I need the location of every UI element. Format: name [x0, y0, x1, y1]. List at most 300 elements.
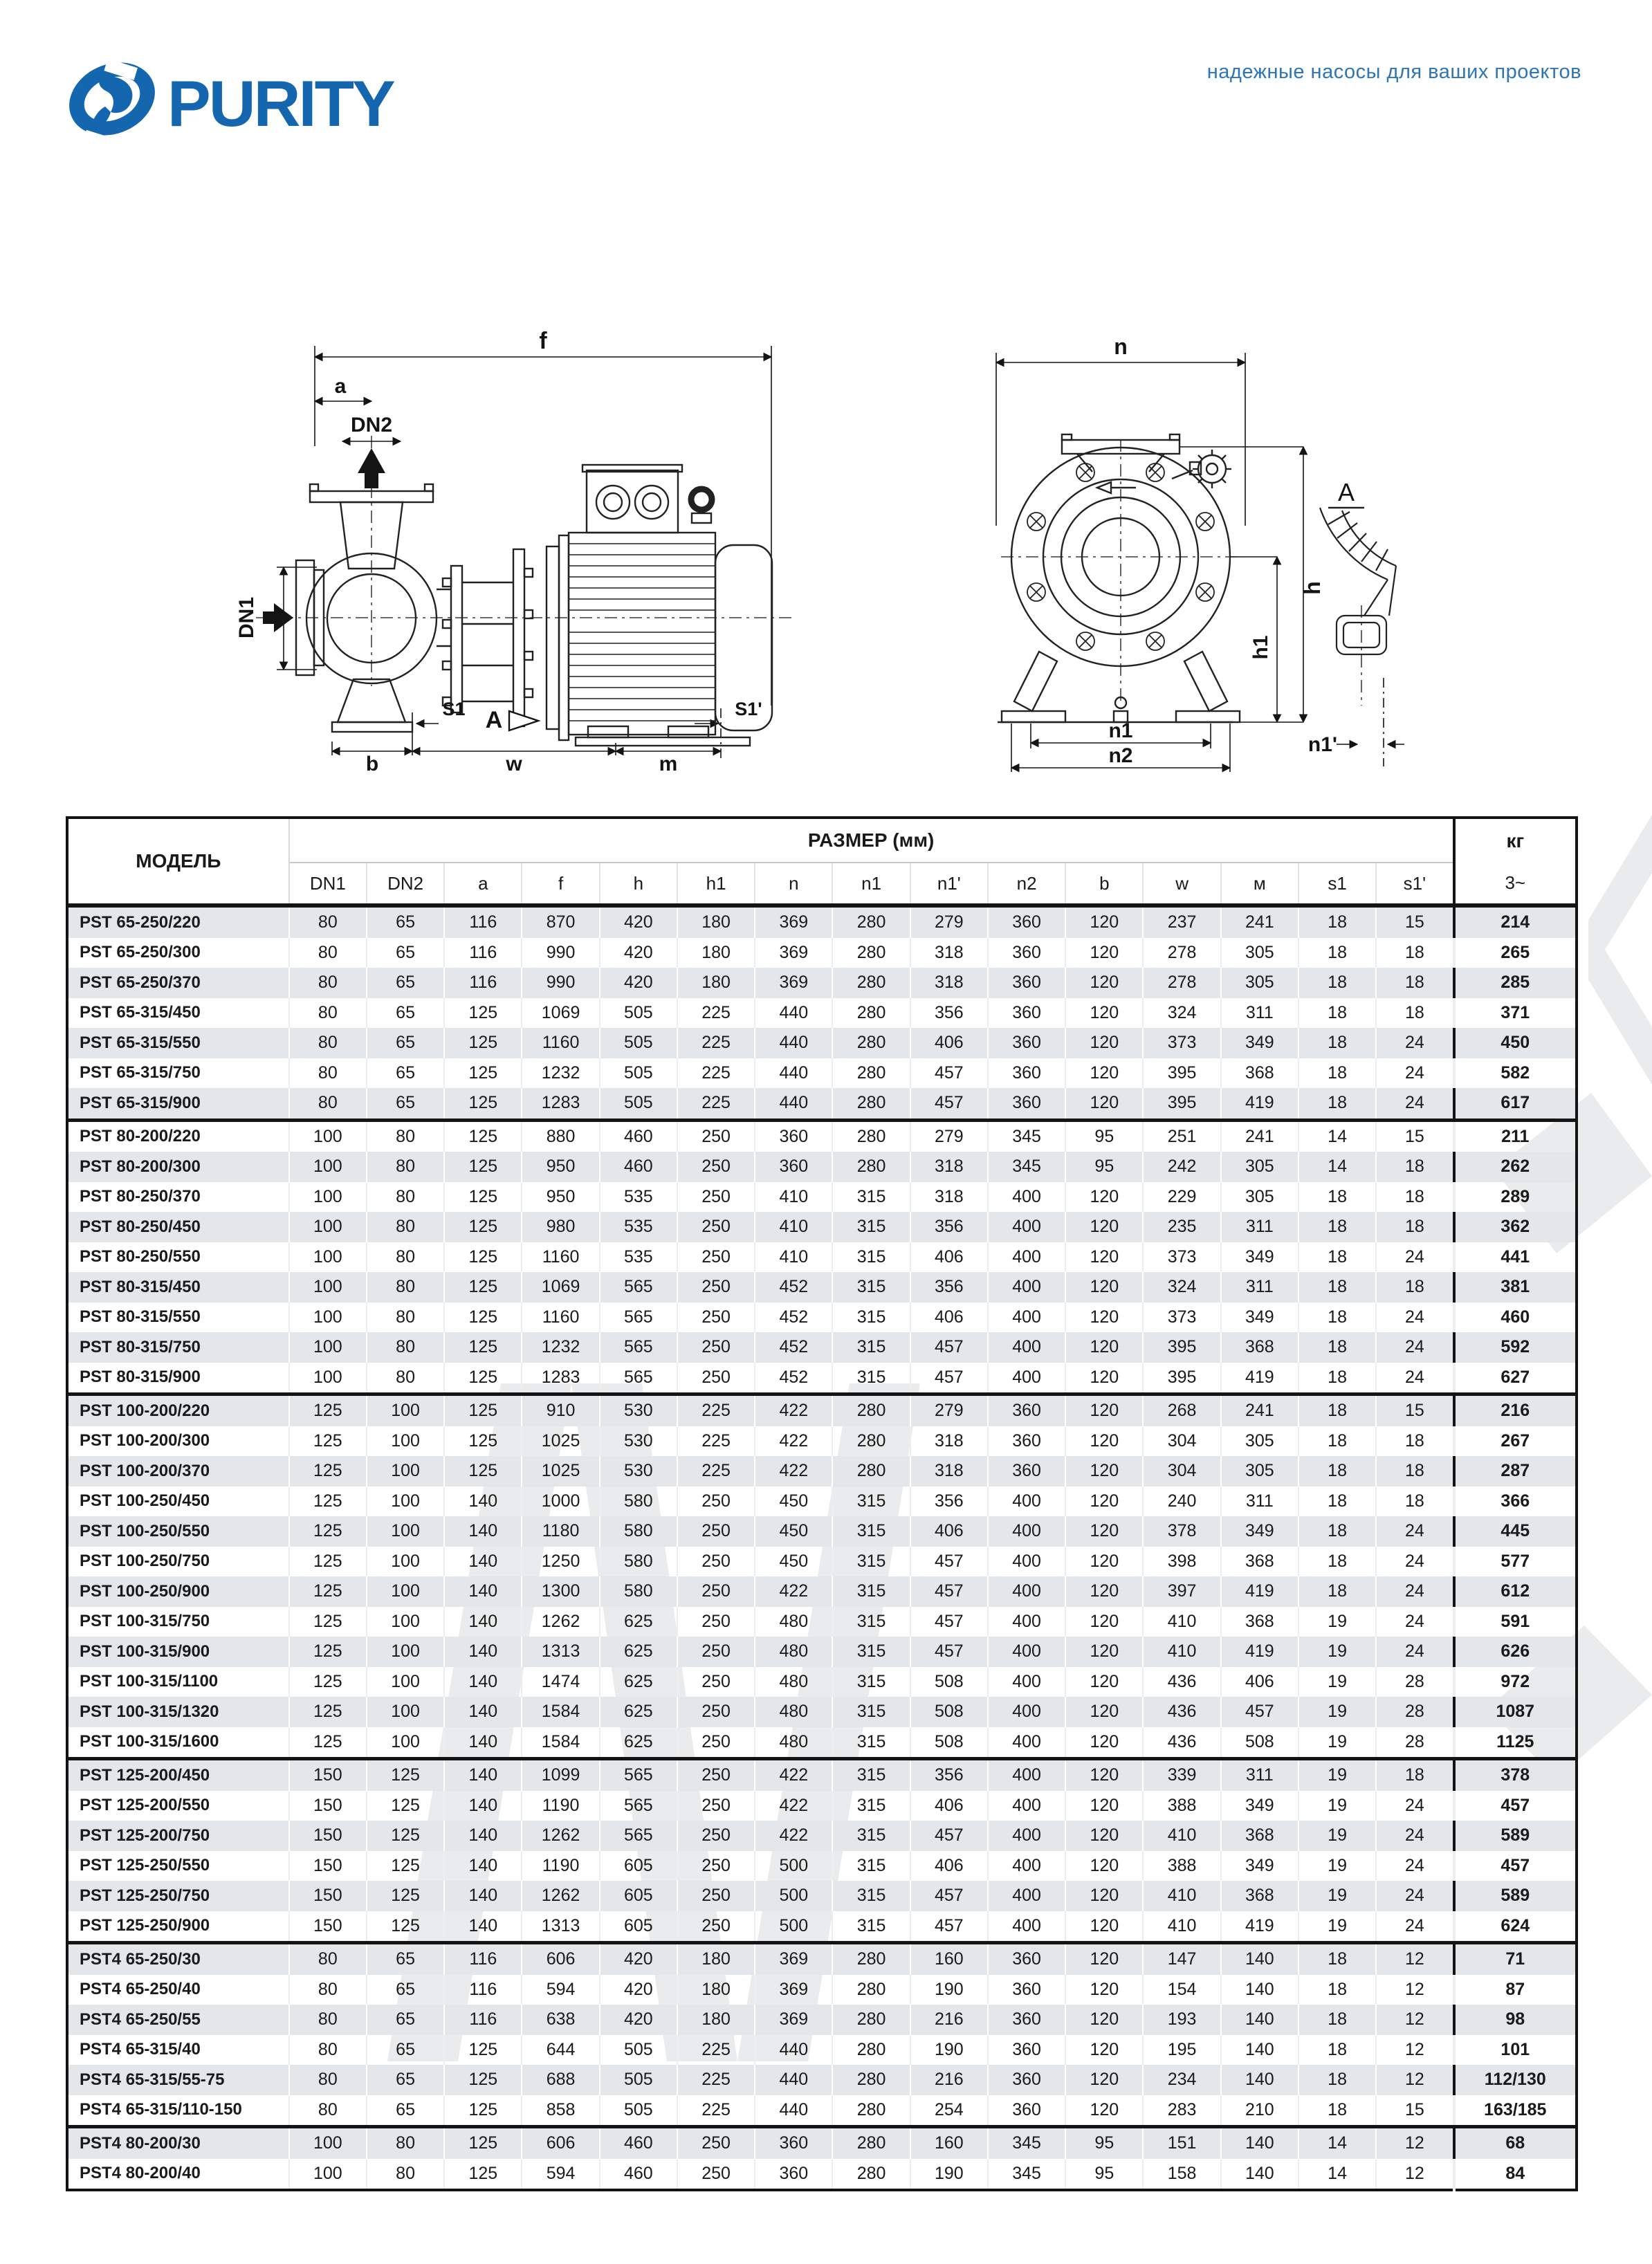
dim-cell: 305	[1221, 1152, 1298, 1182]
table-row	[67, 1395, 1577, 1426]
dim-cell: 250	[677, 1182, 755, 1213]
dim-column-header: w	[1143, 863, 1220, 905]
dim-cell: 19	[1298, 1911, 1376, 1943]
dim-cell: 100	[367, 1395, 444, 1426]
dim-cell: 225	[677, 1395, 755, 1426]
dim-cell: 369	[755, 2005, 832, 2035]
dim-cell: 12	[1376, 2159, 1453, 2191]
dim-cell: 530	[600, 1456, 677, 1487]
weight-cell: 381	[1454, 1272, 1577, 1303]
model-cell: PST4 80-200/40	[80, 2164, 201, 2183]
dim-cell: 388	[1143, 1851, 1220, 1881]
dim-cell: 250	[677, 1607, 755, 1637]
dim-cell: 100	[367, 1547, 444, 1577]
dim-cell: 250	[677, 1881, 755, 1911]
table-row	[67, 1975, 1577, 2005]
dim-cell: 1250	[522, 1547, 599, 1577]
dim-cell: 24	[1376, 1242, 1453, 1273]
dim-cell: 644	[522, 2035, 599, 2065]
dim-cell: 580	[600, 1516, 677, 1547]
dim-cell: 457	[910, 1576, 988, 1607]
dim-cell: 150	[289, 1851, 367, 1881]
dim-cell: 565	[600, 1332, 677, 1363]
model-cell: PST 65-315/550	[67, 1028, 289, 1058]
weight-cell: 289	[1454, 1182, 1577, 1213]
dim-cell: 406	[910, 1242, 988, 1273]
dim-cell: 250	[677, 1516, 755, 1547]
dim-cell: 250	[677, 1332, 755, 1363]
dim-cell: 80	[367, 1242, 444, 1273]
dim-cell: 225	[677, 1426, 755, 1457]
dim-cell: 125	[289, 1727, 367, 1759]
table-row	[67, 905, 1577, 938]
dim-cell: 229	[1143, 1182, 1220, 1213]
dim-cell: 242	[1143, 1152, 1220, 1182]
weight-cell: 624	[1454, 1911, 1577, 1943]
dim-cell: 18	[1298, 905, 1376, 938]
dim-cell: 1300	[522, 1576, 599, 1607]
pump-side-view-diagram	[201, 291, 802, 775]
weight-cell: 591	[1454, 1607, 1577, 1637]
dim-cell: 125	[367, 1821, 444, 1851]
table-row	[67, 1791, 1577, 1821]
dim-cell: 125	[444, 2127, 522, 2159]
table-row	[67, 2065, 1577, 2095]
dim-cell: 125	[444, 1426, 522, 1457]
table-row	[67, 1851, 1577, 1881]
dim-cell: 125	[289, 1456, 367, 1487]
dim-cell: 315	[832, 1182, 910, 1213]
dim-cell: 440	[755, 1028, 832, 1058]
model-cell: PST 80-200/220	[67, 1120, 289, 1152]
dim-cell: 125	[289, 1667, 367, 1697]
weight-cell: 617	[1454, 1088, 1577, 1120]
dim-cell: 100	[367, 1607, 444, 1637]
dim-cell: 125	[444, 1182, 522, 1213]
dim-cell: 18	[1376, 968, 1453, 998]
dim-cell: 400	[988, 1332, 1065, 1363]
dim-cell: 1313	[522, 1637, 599, 1667]
dim-cell: 28	[1376, 1667, 1453, 1697]
detail-label-a: A	[1337, 478, 1355, 506]
dim-cell: 95	[1065, 1120, 1143, 1152]
weight-cell: 450	[1454, 1028, 1577, 1058]
dim-cell: 360	[988, 1028, 1065, 1058]
dim-cell: 1180	[522, 1516, 599, 1547]
dim-cell: 280	[832, 1456, 910, 1487]
dim-cell: 278	[1143, 938, 1220, 968]
dim-cell: 398	[1143, 1547, 1220, 1577]
dim-cell: 280	[832, 1058, 910, 1089]
dim-cell: 125	[444, 2035, 522, 2065]
dim-cell: 120	[1065, 1791, 1143, 1821]
dim-cell: 410	[1143, 1821, 1220, 1851]
dim-cell: 388	[1143, 1791, 1220, 1821]
dim-cell: 1099	[522, 1759, 599, 1791]
dim-cell: 18	[1298, 1547, 1376, 1577]
dim-cell: 151	[1143, 2127, 1220, 2159]
table-row	[67, 1667, 1577, 1697]
dim-cell: 18	[1298, 1242, 1376, 1273]
table-row	[67, 1911, 1577, 1943]
dim-cell: 140	[444, 1851, 522, 1881]
weight-cell: 626	[1454, 1637, 1577, 1667]
dim-cell: 280	[832, 1088, 910, 1120]
dim-cell: 990	[522, 938, 599, 968]
table-row	[67, 2035, 1577, 2065]
dim-cell: 14	[1298, 2127, 1376, 2159]
dim-cell: 14	[1298, 1120, 1376, 1152]
dim-cell: 120	[1065, 1911, 1143, 1943]
weight-cell: 163/185	[1454, 2095, 1577, 2127]
dim-cell: 508	[910, 1667, 988, 1697]
dim-cell: 125	[444, 1058, 522, 1089]
dim-cell: 190	[910, 2159, 988, 2191]
dim-cell: 280	[832, 2127, 910, 2159]
dim-cell: 280	[832, 1152, 910, 1182]
table-row	[67, 1576, 1577, 1607]
dim-cell: 116	[444, 905, 522, 938]
dim-cell: 65	[367, 2035, 444, 2065]
dim-cell: 12	[1376, 2127, 1453, 2159]
dim-cell: 315	[832, 1881, 910, 1911]
dim-cell: 100	[289, 1272, 367, 1303]
dim-cell: 400	[988, 1487, 1065, 1517]
dim-cell: 605	[600, 1911, 677, 1943]
dim-cell: 125	[289, 1576, 367, 1607]
model-cell: PST 65-250/370	[67, 968, 289, 998]
dim-cell: 360	[755, 2159, 832, 2191]
dim-cell: 24	[1376, 1576, 1453, 1607]
dim-column-header: s1'	[1376, 863, 1453, 905]
dim-cell: 480	[755, 1607, 832, 1637]
dim-cell: 116	[444, 968, 522, 998]
dim-cell: 422	[755, 1576, 832, 1607]
dim-cell: 125	[444, 1272, 522, 1303]
dim-cell: 368	[1221, 1547, 1298, 1577]
dim-cell: 234	[1143, 2065, 1220, 2095]
dim-cell: 400	[988, 1697, 1065, 1727]
dim-cell: 400	[988, 1547, 1065, 1577]
table-row	[67, 2005, 1577, 2035]
table-section	[66, 816, 1578, 2191]
dim-cell: 406	[1221, 1667, 1298, 1697]
dim-cell: 530	[600, 1395, 677, 1426]
dim-cell: 280	[832, 998, 910, 1029]
dim-cell: 324	[1143, 1272, 1220, 1303]
dim-cell: 150	[289, 1791, 367, 1821]
header-row-main	[67, 818, 1577, 863]
dim-cell: 422	[755, 1426, 832, 1457]
dim-cell: 150	[289, 1759, 367, 1791]
dim-cell: 440	[755, 1058, 832, 1089]
dim-cell: 160	[910, 2127, 988, 2159]
dim-column-header: a	[444, 863, 522, 905]
dim-cell: 280	[832, 1943, 910, 1975]
table-row	[67, 1607, 1577, 1637]
dim-label-h1: h1	[1249, 635, 1272, 660]
dim-cell: 450	[755, 1547, 832, 1577]
dim-cell: 18	[1376, 1487, 1453, 1517]
dim-cell: 140	[444, 1487, 522, 1517]
dim-cell: 360	[988, 998, 1065, 1029]
dim-cell: 251	[1143, 1120, 1220, 1152]
dim-cell: 279	[910, 1120, 988, 1152]
dim-cell: 225	[677, 2035, 755, 2065]
weight-cell: 366	[1454, 1487, 1577, 1517]
dim-cell: 100	[289, 1152, 367, 1182]
brand-logo-icon	[66, 57, 172, 141]
dim-cell: 315	[832, 1242, 910, 1273]
dim-cell: 565	[600, 1821, 677, 1851]
table-row	[67, 938, 1577, 968]
dim-cell: 400	[988, 1272, 1065, 1303]
dim-cell: 565	[600, 1272, 677, 1303]
weight-cell: 612	[1454, 1576, 1577, 1607]
dim-cell: 625	[600, 1667, 677, 1697]
table-row	[67, 1363, 1577, 1395]
dim-cell: 65	[367, 1028, 444, 1058]
dim-cell: 268	[1143, 1395, 1220, 1426]
model-cell: PST 65-250/300	[80, 943, 201, 962]
dim-cell: 140	[444, 1759, 522, 1791]
dim-cell: 80	[367, 1212, 444, 1242]
table-row	[67, 1182, 1577, 1213]
dim-cell: 120	[1065, 1576, 1143, 1607]
dim-cell: 150	[289, 1911, 367, 1943]
dim-cell: 406	[910, 1303, 988, 1333]
dim-column-header: b	[1065, 863, 1143, 905]
model-cell: PST 65-315/750	[80, 1063, 201, 1083]
dim-label-dn1: DN1	[235, 596, 258, 639]
dim-cell: 125	[289, 1607, 367, 1637]
dim-cell: 315	[832, 1759, 910, 1791]
dim-cell: 422	[755, 1791, 832, 1821]
dim-cell: 120	[1065, 1332, 1143, 1363]
model-cell: PST 100-315/900	[67, 1637, 289, 1667]
dim-cell: 100	[289, 2159, 367, 2191]
dim-cell: 18	[1298, 1182, 1376, 1213]
dim-cell: 12	[1376, 2035, 1453, 2065]
dim-cell: 250	[677, 1667, 755, 1697]
dim-cell: 315	[832, 1332, 910, 1363]
tagline: надежные насосы для ваших проектов	[1206, 61, 1581, 83]
dim-cell: 280	[832, 1120, 910, 1152]
dim-cell: 565	[600, 1303, 677, 1333]
dim-cell: 18	[1298, 1303, 1376, 1333]
dim-cell: 1584	[522, 1727, 599, 1759]
dim-cell: 1190	[522, 1791, 599, 1821]
dim-cell: 116	[444, 1975, 522, 2005]
dim-cell: 140	[444, 1881, 522, 1911]
dim-cell: 250	[677, 1303, 755, 1333]
dim-cell: 565	[600, 1791, 677, 1821]
dim-cell: 120	[1065, 1088, 1143, 1120]
dim-cell: 140	[444, 1576, 522, 1607]
dim-cell: 120	[1065, 1182, 1143, 1213]
dim-column-header: h	[600, 863, 677, 905]
dim-cell: 420	[600, 1943, 677, 1975]
dim-cell: 625	[600, 1727, 677, 1759]
weight-cell: 457	[1454, 1851, 1577, 1881]
model-cell: PST 100-315/1600	[80, 1732, 219, 1751]
dim-cell: 250	[677, 1851, 755, 1881]
dim-cell: 360	[988, 2005, 1065, 2035]
dim-cell: 18	[1376, 938, 1453, 968]
dim-cell: 406	[910, 1791, 988, 1821]
dim-cell: 18	[1376, 1212, 1453, 1242]
dim-cell: 1232	[522, 1332, 599, 1363]
model-cell: PST 125-250/550	[80, 1856, 210, 1875]
dim-cell: 356	[910, 1212, 988, 1242]
dim-cell: 420	[600, 2005, 677, 2035]
dim-cell: 535	[600, 1182, 677, 1213]
dim-cell: 606	[522, 1943, 599, 1975]
dim-cell: 311	[1221, 1759, 1298, 1791]
table-row	[67, 1547, 1577, 1577]
dim-cell: 400	[988, 1303, 1065, 1333]
dim-cell: 369	[755, 938, 832, 968]
dim-cell: 125	[444, 1120, 522, 1152]
dim-cell: 80	[367, 1272, 444, 1303]
dim-cell: 360	[988, 905, 1065, 938]
weight-cell: 84	[1454, 2159, 1577, 2191]
dim-cell: 318	[910, 1182, 988, 1213]
dim-cell: 1283	[522, 1363, 599, 1395]
dim-cell: 349	[1221, 1851, 1298, 1881]
dim-cell: 120	[1065, 1547, 1143, 1577]
table-row	[67, 1120, 1577, 1152]
brand-wordmark: PURITY	[167, 67, 394, 140]
dim-cell: 410	[755, 1182, 832, 1213]
dim-cell: 125	[289, 1547, 367, 1577]
dim-cell: 65	[367, 2065, 444, 2095]
dim-cell: 410	[1143, 1911, 1220, 1943]
model-cell: PST 80-200/300	[67, 1152, 289, 1182]
dim-cell: 440	[755, 2035, 832, 2065]
dim-cell: 95	[1065, 2159, 1143, 2191]
dim-cell: 1232	[522, 1058, 599, 1089]
dim-cell: 315	[832, 1727, 910, 1759]
dim-cell: 250	[677, 1911, 755, 1943]
dim-cell: 18	[1298, 998, 1376, 1029]
dim-cell: 460	[600, 1120, 677, 1152]
table-row	[67, 1881, 1577, 1911]
model-cell: PST 100-250/900	[67, 1576, 289, 1607]
dim-cell: 250	[677, 1272, 755, 1303]
model-cell: PST 80-250/550	[80, 1247, 201, 1267]
dim-cell: 400	[988, 1576, 1065, 1607]
dim-cell: 280	[832, 938, 910, 968]
dim-cell: 565	[600, 1363, 677, 1395]
table-header	[67, 818, 1577, 905]
dim-cell: 349	[1221, 1028, 1298, 1058]
dim-cell: 140	[1221, 2159, 1298, 2191]
dim-cell: 436	[1143, 1727, 1220, 1759]
dim-cell: 241	[1221, 1395, 1298, 1426]
dim-cell: 65	[367, 1088, 444, 1120]
dim-cell: 15	[1376, 1395, 1453, 1426]
dim-cell: 500	[755, 1911, 832, 1943]
dim-cell: 858	[522, 2095, 599, 2127]
weight-cell: 285	[1454, 968, 1577, 998]
dim-cell: 349	[1221, 1303, 1298, 1333]
weight-cell: 577	[1454, 1547, 1577, 1577]
dim-cell: 241	[1221, 905, 1298, 938]
dim-cell: 535	[600, 1212, 677, 1242]
dim-cell: 125	[367, 1881, 444, 1911]
dim-cell: 250	[677, 1759, 755, 1791]
dim-cell: 250	[677, 1487, 755, 1517]
dim-cell: 180	[677, 968, 755, 998]
dim-cell: 18	[1298, 1395, 1376, 1426]
dim-cell: 15	[1376, 905, 1453, 938]
dim-cell: 410	[755, 1242, 832, 1273]
dim-cell: 318	[910, 968, 988, 998]
dim-cell: 125	[289, 1697, 367, 1727]
dim-cell: 80	[367, 1152, 444, 1182]
dim-cell: 120	[1065, 1821, 1143, 1851]
dim-cell: 420	[600, 1975, 677, 2005]
dim-cell: 530	[600, 1426, 677, 1457]
dim-cell: 95	[1065, 1152, 1143, 1182]
dim-cell: 505	[600, 1058, 677, 1089]
dim-cell: 356	[910, 1272, 988, 1303]
weight-header-label: кг	[1506, 830, 1525, 852]
dim-cell: 250	[677, 1727, 755, 1759]
dim-column-header: n1'	[910, 863, 988, 905]
dim-cell: 356	[910, 1487, 988, 1517]
dim-cell: 18	[1376, 998, 1453, 1029]
table-row	[67, 1516, 1577, 1547]
dim-cell: 210	[1221, 2095, 1298, 2127]
dim-cell: 315	[832, 1212, 910, 1242]
dim-cell: 120	[1065, 905, 1143, 938]
dim-cell: 452	[755, 1303, 832, 1333]
dim-cell: 360	[988, 1426, 1065, 1457]
dim-cell: 125	[289, 1637, 367, 1667]
dim-cell: 120	[1065, 1881, 1143, 1911]
dim-cell: 280	[832, 2159, 910, 2191]
dim-cell: 120	[1065, 968, 1143, 998]
table-row	[67, 1242, 1577, 1273]
dim-cell: 580	[600, 1576, 677, 1607]
dim-cell: 18	[1376, 1426, 1453, 1457]
dim-cell: 80	[289, 2005, 367, 2035]
dim-cell: 305	[1221, 1426, 1298, 1457]
dim-cell: 315	[832, 1303, 910, 1333]
dim-cell: 457	[910, 1637, 988, 1667]
dim-cell: 65	[367, 998, 444, 1029]
table-row	[67, 1456, 1577, 1487]
dim-cell: 580	[600, 1487, 677, 1517]
dim-cell: 100	[289, 1332, 367, 1363]
dim-cell: 419	[1221, 1637, 1298, 1667]
dim-cell: 400	[988, 1851, 1065, 1881]
dim-cell: 400	[988, 1821, 1065, 1851]
dim-cell: 349	[1221, 1791, 1298, 1821]
dim-cell: 18	[1376, 1456, 1453, 1487]
dim-cell: 28	[1376, 1697, 1453, 1727]
dim-cell: 457	[910, 1363, 988, 1395]
model-cell: PST 100-200/220	[67, 1395, 289, 1426]
model-cell: PST 80-315/450	[67, 1272, 289, 1303]
table-row	[67, 998, 1577, 1029]
dim-cell: 410	[1143, 1607, 1220, 1637]
dim-cell: 250	[677, 2127, 755, 2159]
dim-cell: 100	[367, 1516, 444, 1547]
dim-cell: 65	[367, 1943, 444, 1975]
